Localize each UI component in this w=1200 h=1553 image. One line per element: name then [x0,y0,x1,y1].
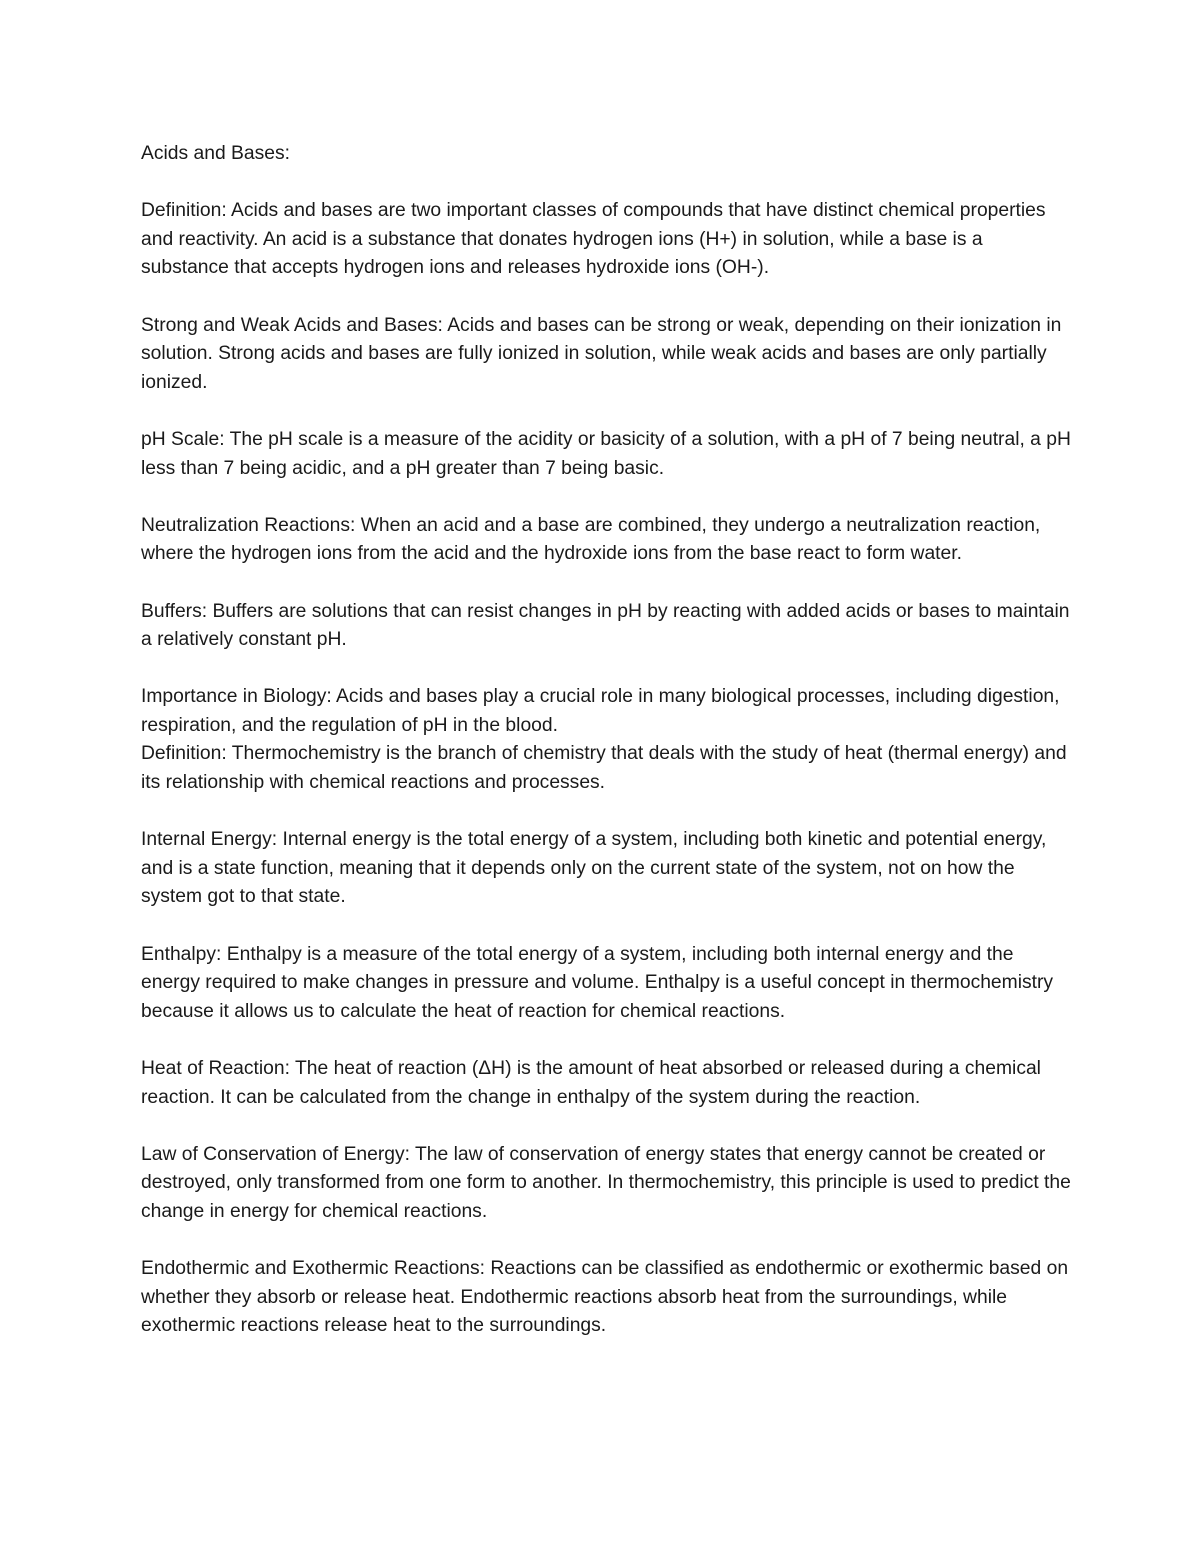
paragraph-ph-scale: pH Scale: The pH scale is a measure of the acidity or basicity of a solution, with a pH of 7 being neutral, a pH less than 7 being acidic, and a pH greater than 7 being basic. [141,428,1071,479]
paragraph-strong-weak: Strong and Weak Acids and Bases: Acids and bases can be strong or weak, depending on their ionization in solution. Strong acids and bases are fully ionized in solution, while weak acids and bases are only partially ionized. [141,314,1062,393]
paragraph-neutralization: Neutralization Reactions: When an acid and a base are combined, they undergo a neutralization reaction, where the hydrogen ions from the acid and the hydroxide ions from the base react to form water. [141,514,1041,565]
paragraph-conservation-of-energy: Law of Conservation of Energy: The law of conservation of energy states that energy cannot be created or destroyed, only transformed from one form to another. In thermochemistry, this principle is used to predict the change in energy for chemical reactions. [141,1143,1071,1222]
paragraph-buffers: Buffers: Buffers are solutions that can resist changes in pH by reacting with added acids or bases to maintain a relatively constant pH. [141,600,1070,651]
paragraph-endo-exothermic: Endothermic and Exothermic Reactions: Reactions can be classified as endothermic or exothermic based on whether they absorb or release heat. Endothermic reactions absorb heat from the surroundings, while exothermic reactions release heat to the surroundings. [141,1258,1069,1337]
paragraph-enthalpy: Enthalpy: Enthalpy is a measure of the total energy of a system, including both internal energy and the energy required to make changes in pressure and volume. Enthalpy is a useful concept in thermochemistry because it allows us to calculate the heat of reaction for chemical reactions. [141,943,1054,1022]
document-page [141,140,1071,1341]
paragraph-acid-base-definition: Definition: Acids and bases are two important classes of compounds that have distinct chemical properties and reactivity. An acid is a substance that donates hydrogen ions (H+) in solution, while a base is a substance that accepts hydrogen ions and releases hydroxide ions (OH-). [141,200,1046,279]
paragraph-heat-of-reaction: Heat of Reaction: The heat of reaction (ΔH) is the amount of heat absorbed or released during a chemical reaction. It can be calculated from the change in enthalpy of the system during the reaction. [141,1058,1041,1108]
paragraph-thermochemistry-definition: Definition: Thermochemistry is the branch of chemistry that deals with the study of heat (thermal energy) and its relationship with chemical reactions and processes. [141,743,1067,794]
paragraph-internal-energy: Internal Energy: Internal energy is the total energy of a system, including both kinetic and potential energy, and is a state function, meaning that it depends only on the current state of the system, not on how the system got to that state. [141,829,1047,908]
paragraph-importance-biology: Importance in Biology: Acids and bases play a crucial role in many biological processes, including digestion, respiration, and the regulation of pH in the blood. [141,686,1060,736]
document-title: Acids and Bases: [141,143,290,164]
